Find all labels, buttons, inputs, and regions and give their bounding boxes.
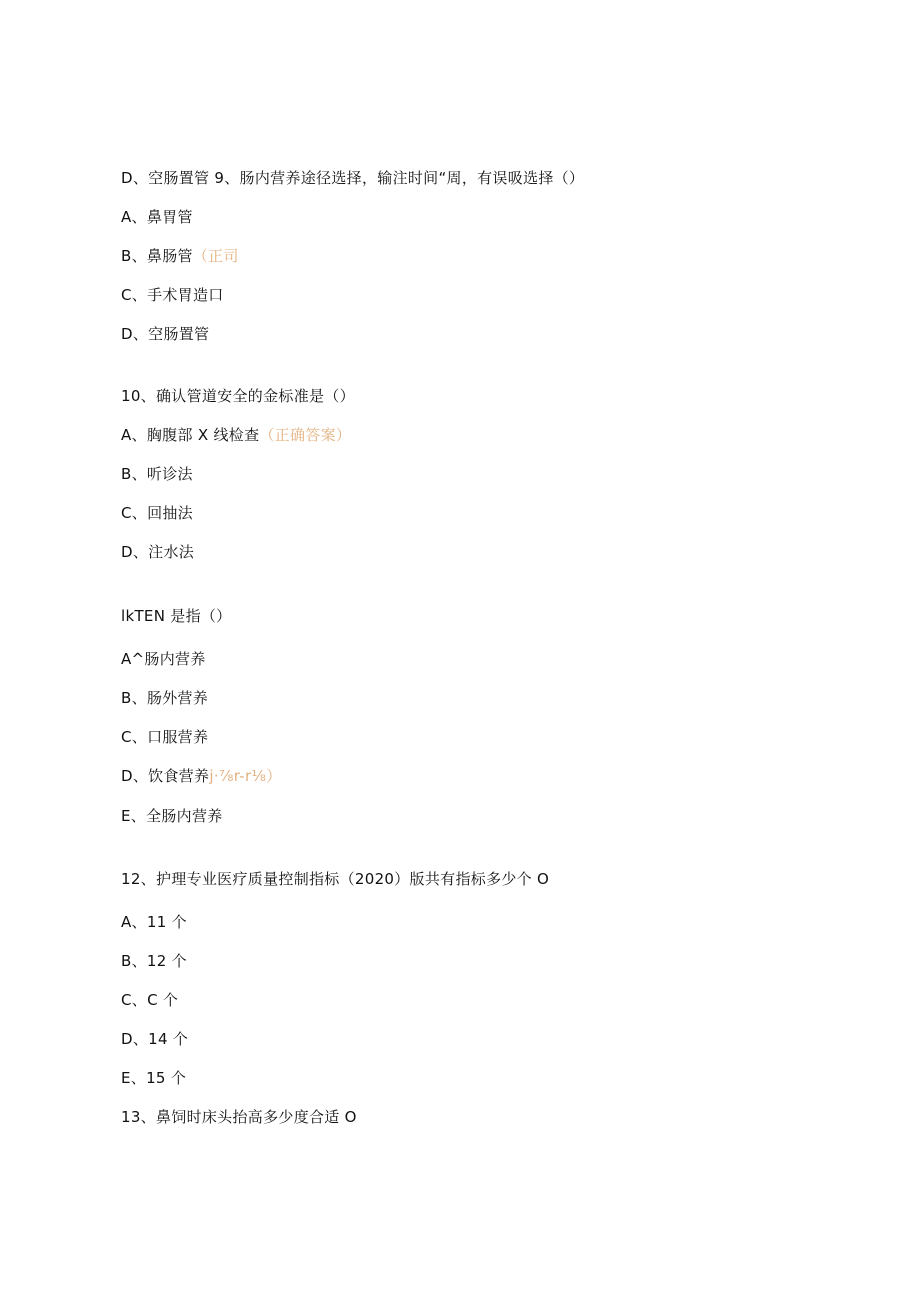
line-text: C、口服营养	[121, 728, 209, 746]
line-text: A、胸腹部 X 线检查	[121, 426, 260, 444]
line-text: A、鼻胃管	[121, 208, 193, 226]
option-a	[121, 912, 187, 932]
option-a	[121, 207, 193, 227]
line-text: E、全肠内营养	[121, 807, 223, 825]
option-a	[121, 425, 351, 445]
line-text: B、肠外营养	[121, 689, 209, 707]
option-d	[121, 542, 194, 562]
option-a	[121, 649, 206, 669]
line-text: D、注水法	[121, 543, 195, 561]
question-12-stem	[121, 869, 549, 889]
option-d	[121, 1029, 188, 1049]
option-e	[121, 1068, 186, 1088]
line-text: C、C 个	[121, 991, 179, 1009]
answer-mark: （正司	[192, 247, 239, 265]
question-13-stem	[121, 1107, 357, 1127]
line-text: 10、确认管道安全的金标准是（）	[121, 387, 355, 405]
line-text: B、12 个	[121, 952, 187, 970]
line-text: C、手术胃造口	[121, 286, 224, 304]
line-text: A、11 个	[121, 913, 187, 931]
option-d	[121, 766, 282, 786]
answer-mark: （正确答案）	[259, 426, 352, 444]
answer-mark: j·⅞r-r⅛）	[209, 767, 282, 785]
option-c	[121, 990, 178, 1010]
line-text: A^肠内营养	[121, 650, 206, 668]
line-text: D、空肠置管 9、肠内营养途径选择，输注时间“周，有误吸选择（）	[121, 169, 585, 187]
line-text: 12、护理专业医疗质量控制指标（2020）版共有指标多少个 O	[121, 870, 550, 888]
question-9-stem	[121, 168, 584, 188]
option-b	[121, 688, 208, 708]
option-e	[121, 806, 223, 826]
line-text: D、饮食营养	[121, 767, 210, 785]
line-text: D、空肠置管	[121, 325, 210, 343]
line-text: B、听诊法	[121, 465, 193, 483]
option-b	[121, 464, 193, 484]
question-11-stem	[121, 606, 231, 626]
option-b	[121, 951, 187, 971]
question-10-stem	[121, 386, 355, 406]
option-c	[121, 285, 224, 305]
option-c	[121, 503, 193, 523]
line-text: 13、鼻饲时床头抬高多少度合适 O	[121, 1108, 357, 1126]
option-d	[121, 324, 209, 344]
line-text: B、鼻肠管	[121, 247, 193, 265]
line-text: E、15 个	[121, 1069, 187, 1087]
line-text: lkTEN 是指（）	[121, 607, 232, 625]
line-text: D、14 个	[121, 1030, 189, 1048]
line-text: C、回抽法	[121, 504, 193, 522]
option-c	[121, 727, 208, 747]
option-b	[121, 246, 239, 266]
